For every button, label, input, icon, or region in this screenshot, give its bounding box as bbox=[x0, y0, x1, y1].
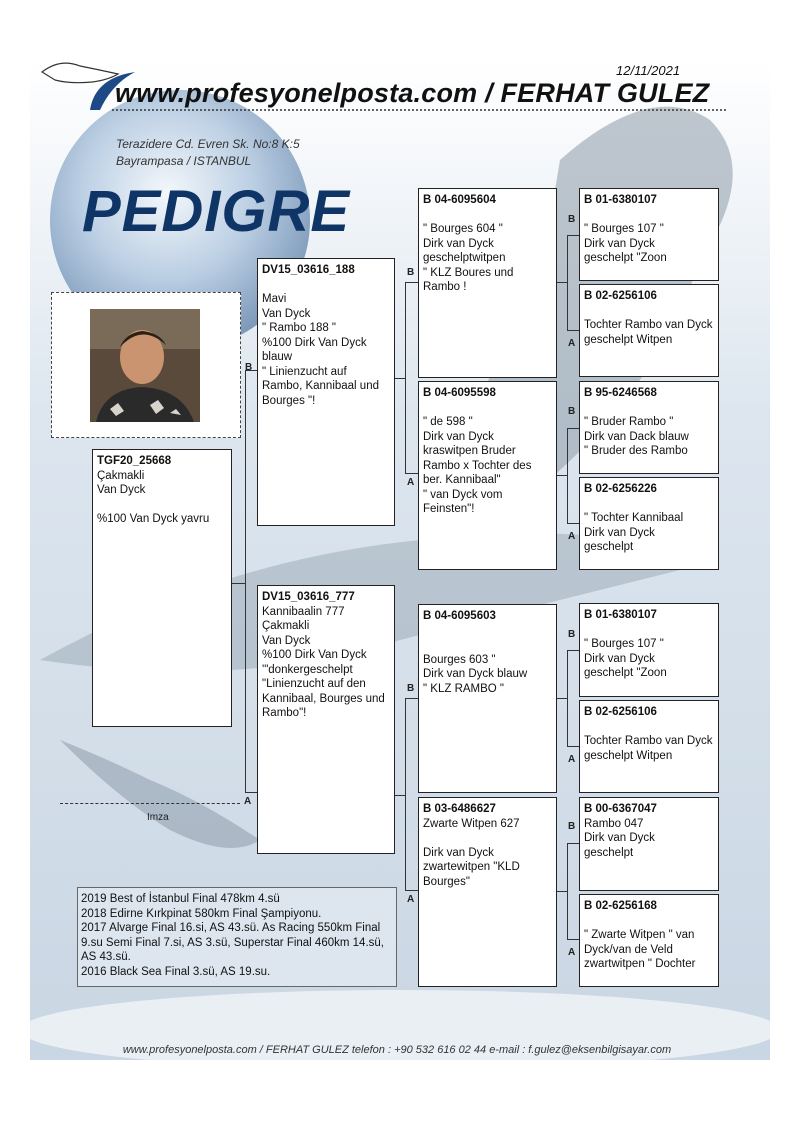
grandparent-description: Zwarte Witpen 627 Dirk van Dyck zwartewitpen "KLD Bourges" bbox=[423, 817, 520, 888]
race-result-line: 2019 Best of İstanbul Final 478km 4.sü bbox=[81, 893, 280, 905]
connector-line bbox=[395, 378, 405, 379]
connector-label: A bbox=[407, 477, 415, 488]
great-grandparent-ring-number: B 01-6380107 bbox=[584, 194, 657, 206]
grandparent-description: " de 598 " Dirk van Dyck kraswitpen Bruder Rambo x Tochter des ber. Kannibaal" " van Dyck vom Feinsten"! bbox=[423, 416, 532, 515]
grandparent-description: Bourges 603 " Dirk van Dyck blauw " KLZ RAMBO " bbox=[423, 653, 528, 695]
connector-label: B bbox=[568, 821, 576, 832]
subject-pigeon-card bbox=[92, 449, 232, 727]
signature-line bbox=[60, 803, 240, 804]
connector-line bbox=[567, 746, 579, 747]
connector-line bbox=[557, 891, 567, 892]
grandparent-ring-number: B 04-6095598 bbox=[423, 387, 496, 399]
signature-label: Imza bbox=[147, 812, 169, 823]
great-grandparent-card bbox=[579, 284, 719, 377]
dam-ring-number: DV15_03616_777 bbox=[262, 591, 355, 603]
race-results-box bbox=[77, 887, 397, 987]
connector-line bbox=[567, 428, 568, 523]
document-title: PEDIGRE bbox=[82, 179, 351, 244]
connector-line bbox=[405, 282, 406, 474]
address-line-1: Terazidere Cd. Evren Sk. No:8 K:5 bbox=[116, 137, 300, 151]
grandparent-ring-number: B 03-6486627 bbox=[423, 803, 496, 815]
connector-line bbox=[232, 583, 245, 584]
grandparent-card bbox=[418, 604, 557, 793]
dam-card bbox=[257, 585, 395, 854]
connector-line bbox=[245, 370, 246, 793]
connector-label: A bbox=[568, 531, 576, 542]
connector-label: A bbox=[407, 894, 415, 905]
connector-line bbox=[245, 792, 257, 793]
connector-line bbox=[405, 698, 418, 699]
owner-photo bbox=[90, 309, 200, 422]
connector-line bbox=[567, 235, 579, 236]
great-grandparent-card bbox=[579, 188, 719, 281]
great-grandparent-description: " Zwarte Witpen " van Dyck/van de Veld zwartwitpen " Dochter bbox=[584, 929, 696, 970]
great-grandparent-description: Rambo 047 Dirk van Dyck geschelpt bbox=[584, 817, 655, 859]
connector-line bbox=[567, 235, 568, 330]
connector-label: B bbox=[407, 683, 415, 694]
connector-line bbox=[567, 650, 568, 746]
connector-label: A bbox=[568, 947, 576, 958]
connector-line bbox=[567, 523, 579, 524]
grandparent-card bbox=[418, 188, 557, 378]
grandparent-ring-number: B 04-6095604 bbox=[423, 194, 496, 206]
great-grandparent-description: " Bourges 107 " Dirk van Dyck geschelpt "Zoon bbox=[584, 223, 667, 264]
great-grandparent-card bbox=[579, 894, 719, 987]
great-grandparent-description: Tochter Rambo van Dyck geschelpt Witpen bbox=[584, 735, 713, 762]
dam-description: Kannibaalin 777 Çakmakli Van Dyck %100 Dirk Van Dyck '"donkergeschelpt "Linienzucht auf den Kannibaal, Bourges und Rambo"! bbox=[262, 605, 385, 719]
connector-line bbox=[557, 282, 567, 283]
great-grandparent-card bbox=[579, 700, 719, 793]
connector-line bbox=[405, 473, 418, 474]
connector-line bbox=[567, 428, 579, 429]
great-grandparent-description: " Bruder Rambo " Dirk van Dack blauw " Bruder des Rambo bbox=[584, 416, 689, 457]
great-grandparent-description: Tochter Rambo van Dyck geschelpt Witpen bbox=[584, 319, 713, 346]
great-grandparent-ring-number: B 00-6367047 bbox=[584, 803, 657, 815]
connector-line bbox=[567, 939, 579, 940]
race-result-line: 2017 Alvarge Final 16.si, AS 43.sü. As Racing 550km Final 9.su Semi Final 7.si, AS 3.sü, Superstar Final 460km 14.sü, AS 43.sü. bbox=[81, 922, 384, 963]
subject-ring-number: TGF20_25668 bbox=[97, 455, 172, 467]
great-grandparent-card bbox=[579, 477, 719, 570]
dam-connector-label: A bbox=[244, 796, 252, 807]
great-grandparent-card bbox=[579, 603, 719, 697]
print-date: 12/11/2021 bbox=[616, 63, 681, 78]
connector-label: B bbox=[568, 214, 576, 225]
site-title: www.profesyonelposta.com / FERHAT GULEZ bbox=[115, 78, 710, 108]
sire-connector-label: B bbox=[245, 362, 253, 373]
sire-card bbox=[257, 258, 395, 526]
race-result-line: 2016 Black Sea Final 3.sü, AS 19.su. bbox=[81, 965, 271, 978]
address-line-2: Bayrampasa / ISTANBUL bbox=[116, 154, 252, 168]
connector-line bbox=[567, 843, 568, 939]
connector-label: A bbox=[568, 338, 576, 349]
connector-line bbox=[405, 890, 418, 891]
connector-label: B bbox=[568, 406, 576, 417]
great-grandparent-ring-number: B 02-6256106 bbox=[584, 706, 657, 718]
great-grandparent-ring-number: B 02-6256226 bbox=[584, 483, 657, 495]
connector-label: B bbox=[568, 629, 576, 640]
great-grandparent-ring-number: B 02-6256168 bbox=[584, 900, 657, 912]
sire-description: Mavi Van Dyck " Rambo 188 " %100 Dirk Van Dyck blauw " Linienzucht auf Rambo, Kannibaal und Bourges "! bbox=[262, 293, 379, 407]
connector-line bbox=[567, 650, 579, 651]
subject-description: Çakmakli Van Dyck %100 Van Dyck yavru bbox=[97, 469, 210, 525]
great-grandparent-ring-number: B 95-6246568 bbox=[584, 387, 657, 399]
connector-line bbox=[395, 795, 405, 796]
connector-label: A bbox=[568, 754, 576, 765]
sire-ring-number: DV15_03616_188 bbox=[262, 264, 355, 276]
great-grandparent-card bbox=[579, 797, 719, 891]
connector-line bbox=[557, 475, 567, 476]
grandparent-ring-number: B 04-6095603 bbox=[423, 610, 496, 622]
great-grandparent-description: " Bourges 107 " Dirk van Dyck geschelpt "Zoon bbox=[584, 638, 667, 679]
great-grandparent-ring-number: B 01-6380107 bbox=[584, 609, 657, 621]
great-grandparent-card bbox=[579, 381, 719, 474]
connector-line bbox=[567, 843, 579, 844]
grandparent-description: " Bourges 604 " Dirk van Dyck geschelptwitpen " KLZ Boures und Rambo ! bbox=[423, 223, 514, 293]
connector-line bbox=[567, 330, 579, 331]
grandparent-card bbox=[418, 797, 557, 987]
connector-line bbox=[405, 698, 406, 891]
great-grandparent-description: " Tochter Kannibaal Dirk van Dyck geschelpt bbox=[584, 512, 684, 553]
footer-contact: www.profesyonelposta.com / FERHAT GULEZ telefon : +90 532 616 02 44 e-mail : f.gulez@eksenbilgisayar.com bbox=[122, 1044, 672, 1056]
grandparent-card bbox=[418, 381, 557, 570]
connector-line bbox=[557, 698, 567, 699]
connector-label: B bbox=[407, 267, 415, 278]
connector-line bbox=[405, 282, 418, 283]
great-grandparent-ring-number: B 02-6256106 bbox=[584, 290, 657, 302]
race-result-line: 2018 Edirne Kırkpinat 580km Final Şampiyonu. bbox=[81, 907, 322, 920]
